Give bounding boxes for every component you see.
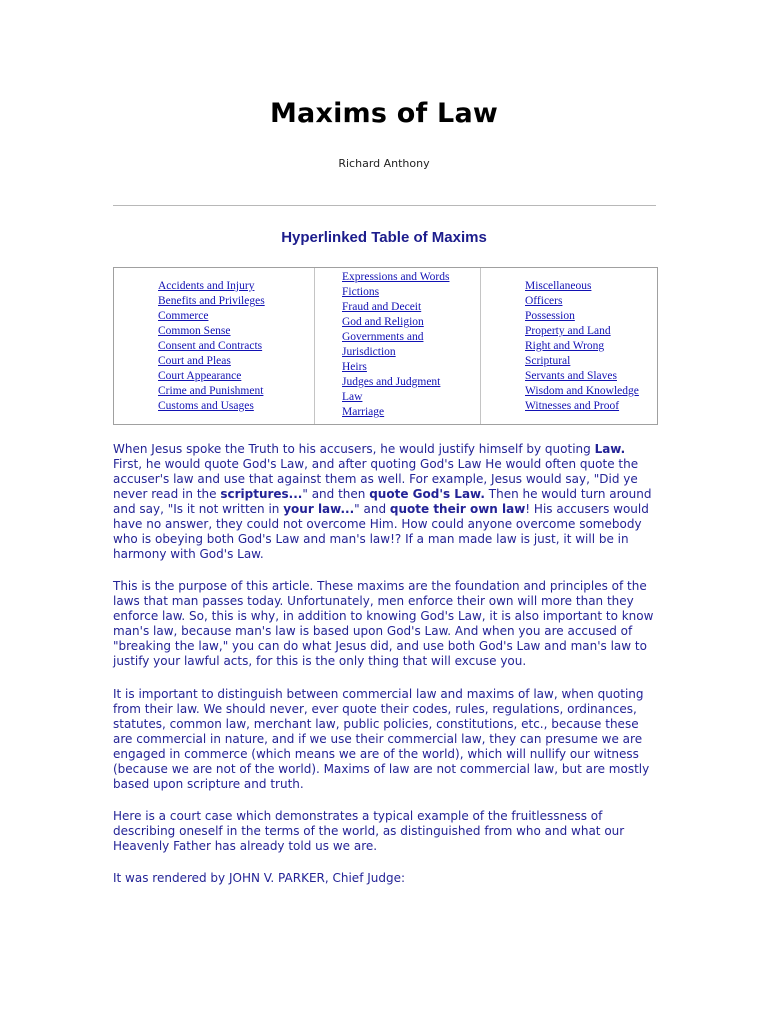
toc-link-expressions-and-words[interactable]: Expressions and Words xyxy=(342,271,450,283)
toc-link-benefits-and-privileges[interactable]: Benefits and Privileges xyxy=(158,295,265,307)
toc-link-law[interactable]: Law xyxy=(342,391,363,403)
toc-link-marriage[interactable]: Marriage xyxy=(342,406,385,418)
toc-link-servants-and-slaves[interactable]: Servants and Slaves xyxy=(525,370,617,382)
toc-link-jurisdiction[interactable]: Jurisdiction xyxy=(342,346,396,358)
toc-link-common-sense[interactable]: Common Sense xyxy=(158,325,231,337)
paragraph-text: Then he would turn around and say, "Is it not written in xyxy=(113,487,652,516)
toc-link-consent-and-contracts[interactable]: Consent and Contracts xyxy=(158,340,263,352)
toc-link-fictions[interactable]: Fictions xyxy=(342,286,380,298)
toc-link-possession[interactable]: Possession xyxy=(525,310,575,322)
toc-link-fraud-and-deceit[interactable]: Fraud and Deceit xyxy=(342,301,422,313)
paragraph-purpose: This is the purpose of this article. These maxims are the foundation and principles of the laws that man passes today. Unfortunately, men enforce their own will more than they enforce law. So, this is why, in addition to knowing God's Law, it is also important to know man's law, because man's law is based upon God's Law. And when you are accused of "breaking the law," you can do what Jesus did, and use both God's Law and man's law to justify your lawful acts, for this is the only thing that will excuse you. xyxy=(113,579,654,668)
toc-column-3 xyxy=(480,268,657,424)
toc-heading: Hyperlinked Table of Maxims xyxy=(281,229,487,246)
toc-link-heirs[interactable]: Heirs xyxy=(342,361,367,373)
emphasis-quote-their-own-law: quote their own law xyxy=(389,502,526,516)
emphasis-quote-gods-law: quote God's Law. xyxy=(369,487,485,501)
horizontal-divider xyxy=(113,205,656,206)
maxims-table xyxy=(113,267,658,425)
emphasis-scriptures: scriptures... xyxy=(220,487,303,501)
toc-link-god-and-religion[interactable]: God and Religion xyxy=(342,316,424,328)
paragraph-jesus-quoting-law xyxy=(113,442,658,562)
toc-link-customs-and-usages[interactable]: Customs and Usages xyxy=(158,400,254,412)
toc-link-accidents-and-injury[interactable]: Accidents and Injury xyxy=(158,280,255,292)
toc-link-commerce[interactable]: Commerce xyxy=(158,310,209,322)
paragraph-text: " and xyxy=(354,502,390,516)
toc-column-1 xyxy=(114,268,314,424)
toc-link-witnesses-and-proof[interactable]: Witnesses and Proof xyxy=(525,400,620,412)
toc-link-judges-and-judgment[interactable]: Judges and Judgment xyxy=(342,376,441,388)
page-title: Maxims of Law xyxy=(269,98,499,129)
toc-column-2 xyxy=(314,268,480,424)
toc-link-wisdom-and-knowledge[interactable]: Wisdom and Knowledge xyxy=(525,385,639,397)
toc-link-scriptural[interactable]: Scriptural xyxy=(525,355,571,367)
toc-link-court-and-pleas[interactable]: Court and Pleas xyxy=(158,355,231,367)
toc-link-crime-and-punishment[interactable]: Crime and Punishment xyxy=(158,385,264,397)
toc-link-officers[interactable]: Officers xyxy=(525,295,563,307)
paragraph-text: ! His accusers would have no answer, they could not overcome Him. How could anyone overcome somebody who is obeying both God's Law and man's law!? If a man made law is just, it will be in harmony with God's Law. xyxy=(113,502,649,561)
emphasis-your-law: your law... xyxy=(283,502,355,516)
toc-link-governments-and[interactable]: Governments and xyxy=(342,331,424,343)
toc-link-right-and-wrong[interactable]: Right and Wrong xyxy=(525,340,605,352)
toc-link-miscellaneous[interactable]: Miscellaneous xyxy=(525,280,592,292)
author-name: Richard Anthony xyxy=(338,157,430,170)
paragraph-commercial-law: It is important to distinguish between commercial law and maxims of law, when quoting from their law. We should never, ever quote their codes, rules, regulations, ordinances, statutes, common law, merchant law, public policies, constitutions, etc., because these are commercial in nature, and if we use their commercial law, they can presume we are engaged in commerce (which means we are of the world), which will nullify our witness (because we are not of the world). Maxims of law are not commercial law, but are mostly based upon scripture and truth. xyxy=(113,687,650,791)
paragraph-text: When Jesus spoke the Truth to his accusers, he would justify himself by quoting xyxy=(113,442,595,456)
paragraph-text: First, he would quote God's Law, and after quoting God's Law He would often quote the accuser's law and use that against them as well. For example, Jesus would say, "Did ye never read in the xyxy=(113,457,639,501)
paragraph-chief-judge: It was rendered by JOHN V. PARKER, Chief Judge: xyxy=(113,871,406,885)
toc-link-court-appearance[interactable]: Court Appearance xyxy=(158,370,242,382)
toc-link-property-and-land[interactable]: Property and Land xyxy=(525,325,611,337)
paragraph-court-case-intro: Here is a court case which demonstrates a typical example of the fruitlessness of describing oneself in the terms of the world, as distinguished from who and what our Heavenly Father has already told us we are. xyxy=(113,809,625,853)
emphasis-law: Law. xyxy=(594,442,626,456)
paragraph-text: " and then xyxy=(302,487,370,501)
